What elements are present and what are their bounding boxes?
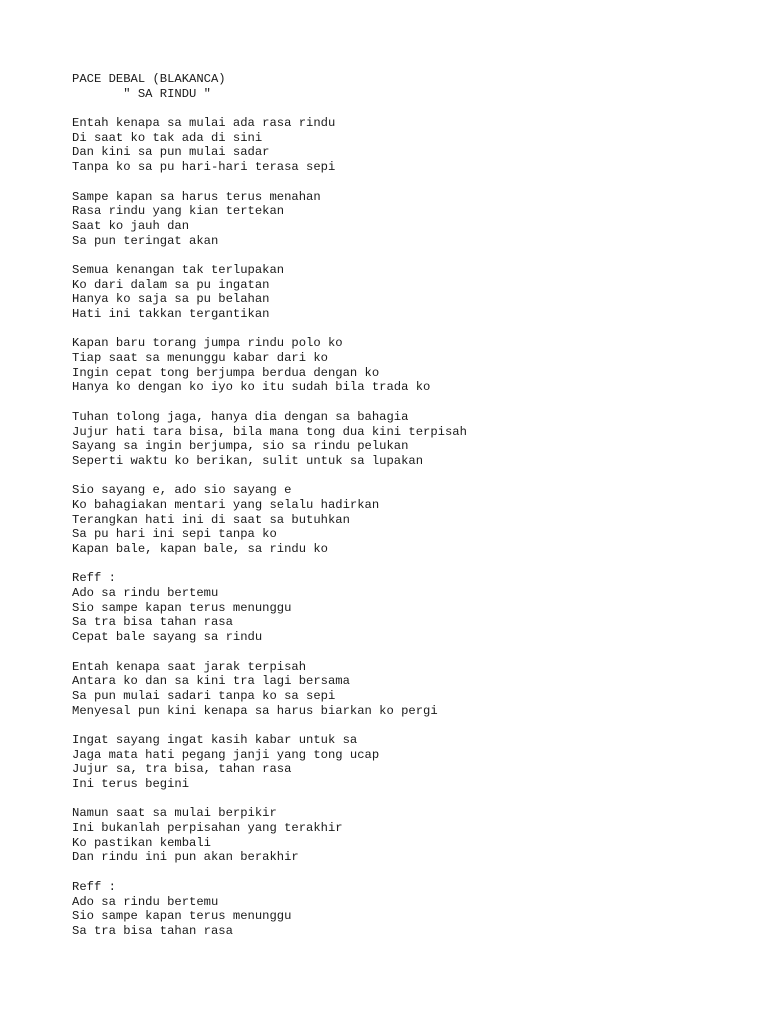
lyric-line: Hanya ko saja sa pu belahan [72,292,270,307]
lyric-line: Kapan baru torang jumpa rindu polo ko [72,336,343,351]
stanza-1 [72,116,752,175]
lyric-line: Sio sampe kapan terus menunggu [72,909,292,924]
lyric-line: Cepat bale sayang sa rindu [72,630,263,645]
lyric-line: Menyesal pun kini kenapa sa harus biarkan ko pergi [72,703,438,718]
lyric-line: Ado sa rindu bertemu [72,894,219,909]
lyric-line: Dan rindu ini pun akan berakhir [72,850,299,865]
lyric-line: Terangkan hati ini di saat sa butuhkan [72,512,350,527]
stanza-8 [72,660,752,719]
stanza-2 [72,190,752,249]
lyric-line: Ko dari dalam sa pu ingatan [72,277,270,292]
lyric-line: Tanpa ko sa pu hari-hari terasa sepi [72,160,336,175]
stanza-9 [72,733,752,792]
lyric-line: Ini terus begini [72,777,190,791]
lyric-line: Jaga mata hati pegang janji yang tong ucap [72,747,380,762]
lyric-line: Ingat sayang ingat kasih kabar untuk sa [72,732,358,747]
stanza-11-reff [72,880,752,939]
lyric-line: Seperti waktu ko berikan, sulit untuk sa lupakan [72,453,424,468]
lyric-line: Tuhan tolong jaga, hanya dia dengan sa bahagia [72,409,409,424]
lyric-line: Ko bahagiakan mentari yang selalu hadirkan [72,497,380,512]
reff-label: Reff : [72,879,116,894]
lyric-line: Sa pu hari ini sepi tanpa ko [72,527,277,542]
lyric-line: Sayang sa ingin berjumpa, sio sa rindu pelukan [72,439,409,454]
lyric-line: Jujur hati tara bisa, bila mana tong dua kini terpisah [72,424,467,439]
lyric-line: Ini bukanlah perpisahan yang terakhir [72,821,343,836]
lyric-line: Saat ko jauh dan [72,218,190,233]
lyric-line: Entah kenapa sa mulai ada rasa rindu [72,116,336,131]
lyrics-document [72,72,752,939]
stanza-4 [72,336,752,395]
stanza-7-reff [72,571,752,644]
lyric-line: Jujur sa, tra bisa, tahan rasa [72,762,292,777]
lyric-line: Rasa rindu yang kian tertekan [72,204,285,219]
lyric-line: Sa pun mulai sadari tanpa ko sa sepi [72,688,336,703]
lyric-line: Ingin cepat tong berjumpa berdua dengan ko [72,365,380,380]
lyric-line: Tiap saat sa menunggu kabar dari ko [72,351,328,366]
lyric-line: Ado sa rindu bertemu [72,586,219,601]
lyric-line: Dan kini sa pun mulai sadar [72,145,270,160]
lyric-line: Sampe kapan sa harus terus menahan [72,189,321,204]
lyric-line: Sa tra bisa tahan rasa [72,615,233,630]
lyric-line: Kapan bale, kapan bale, sa rindu ko [72,542,328,556]
lyric-line: Sa pun teringat akan [72,233,219,248]
lyric-line: Sio sayang e, ado sio sayang e [72,483,292,498]
lyric-line: Semua kenangan tak terlupakan [72,262,285,277]
lyric-line: Sio sampe kapan terus menunggu [72,600,292,615]
song-title: PACE DEBAL (BLAKANCA) [72,72,226,86]
stanza-10 [72,806,752,865]
lyric-line: Sa tra bisa tahan rasa [72,923,233,938]
lyric-line: Namun saat sa mulai berpikir [72,806,277,821]
lyric-line: Hanya ko dengan ko iyo ko itu sudah bila trada ko [72,380,431,395]
stanza-6 [72,483,752,556]
lyric-line: Di saat ko tak ada di sini [72,130,263,145]
stanza-3 [72,263,752,322]
lyric-line: Entah kenapa saat jarak terpisah [72,659,307,674]
reff-label: Reff : [72,571,116,586]
lyric-line: Ko pastikan kembali [72,835,211,850]
stanza-5 [72,410,752,469]
song-subtitle: " SA RINDU " [72,86,211,101]
lyric-line: Hati ini takkan tergantikan [72,307,270,321]
lyric-line: Antara ko dan sa kini tra lagi bersama [72,674,350,689]
